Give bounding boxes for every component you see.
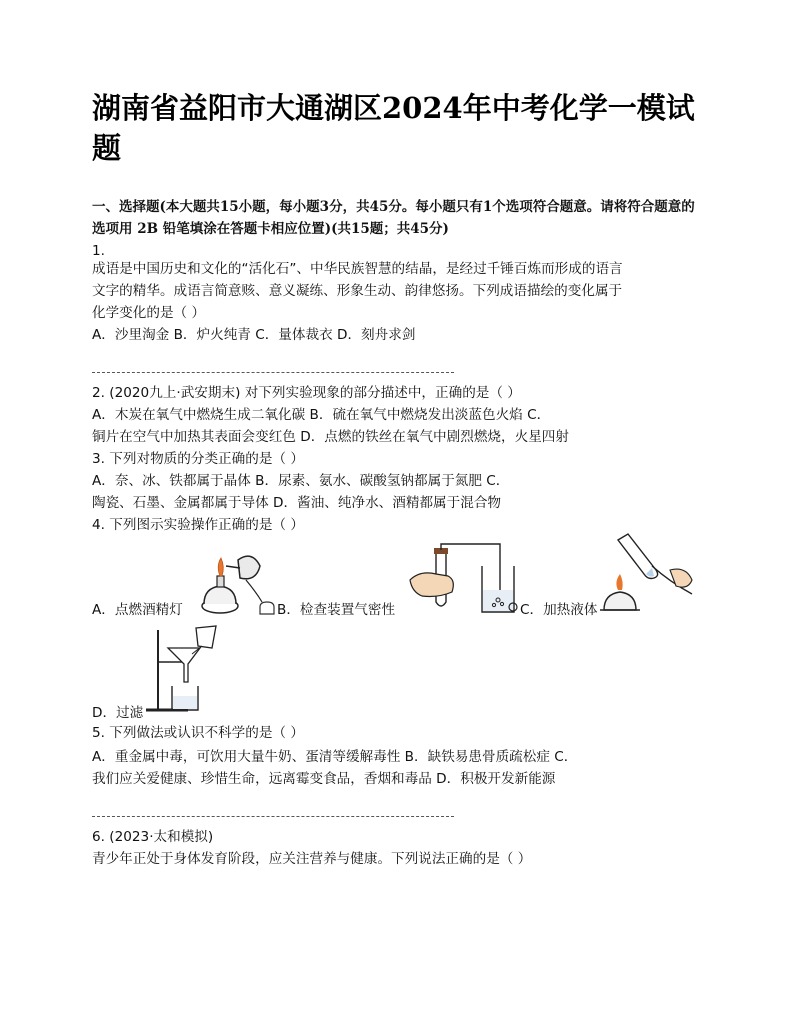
q1-options: A．沙里淘金 B．炉火纯青 C．量体裁衣 D．刻舟求剑 (92, 327, 416, 343)
q1-stem-line-3: 化学变化的是（ ） (92, 305, 206, 321)
q4-stem: 4. 下列图示实验操作正确的是（ ） (92, 517, 304, 533)
document-title: 湖南省益阳市大通湖区2024年中考化学一模试题 (92, 91, 695, 165)
q5-options-line-2: 我们应关爱健康、珍惜生命，远离霉变食品，香烟和毒品 D．积极开发新能源 (92, 771, 556, 787)
q6-source: 6. (2023·太和模拟) (92, 829, 214, 845)
q6-stem: 青少年正处于身体发育阶段，应关注营养与健康。下列说法正确的是（ ） (92, 851, 532, 867)
q4-option-a: A．点燃酒精灯 (92, 602, 183, 618)
section-heading: 一、选择题(本大题共15小题，每小题3分，共45分。每小题只有1个选项符合题意。请将符合题意的选项用 2B 铅笔填涂在答题卡相应位置)(共15题；共45分) (92, 199, 695, 237)
heating-liquid-figure (600, 530, 696, 616)
alcohol-lamp-lighting-figure (196, 540, 266, 620)
broken-image-icon (258, 600, 276, 616)
q5-options-line-1: A．重金属中毒，可饮用大量牛奶、蛋清等缓解毒性 B．缺铁易患骨质疏松症 C． (92, 749, 578, 765)
q4-option-d: D．过滤 (92, 705, 144, 721)
separator-line (92, 372, 454, 373)
q1-stem-line-2: 文字的精华。成语言简意赅、意义凝练、形象生动、韵律悠扬。下列成语描绘的变化属于 (92, 283, 623, 299)
q2-options-line-2: 铜片在空气中加热其表面会变红色 D．点燃的铁丝在氧气中剧烈燃烧，火星四射 (92, 429, 569, 445)
q1-stem-line-1: 成语是中国历史和文化的“活化石”、中华民族智慧的结晶，是经过千锤百炼而形成的语言 (92, 261, 623, 277)
q4-option-b: B．检查装置气密性 (277, 602, 396, 618)
airtightness-check-figure (408, 540, 520, 618)
q4-option-c: C．加热液体 (520, 602, 598, 618)
q3-options-line-1: A．奈、冰、铁都属于晶体 B．尿素、氨水、碳酸氢钠都属于氮肥 C． (92, 473, 510, 489)
q3-stem: 3. 下列对物质的分类正确的是（ ） (92, 451, 304, 467)
q5-stem: 5. 下列做法或认识不科学的是（ ） (92, 725, 304, 741)
q2-stem: 2. (2020九上·武安期末) 对下列实验现象的部分描述中，正确的是（ ） (92, 385, 521, 401)
q2-options-line-1: A．木炭在氧气中燃烧生成二氧化碳 B．硫在氧气中燃烧发出淡蓝色火焰 C． (92, 407, 551, 423)
bubble-marker-icon (506, 600, 520, 614)
q3-options-line-2: 陶瓷、石墨、金属都属于导体 D．酱油、纯净水、酒精都属于混合物 (92, 495, 502, 511)
q1-number: 1. (92, 243, 105, 259)
separator-line (92, 816, 454, 817)
filtration-figure (144, 624, 226, 716)
